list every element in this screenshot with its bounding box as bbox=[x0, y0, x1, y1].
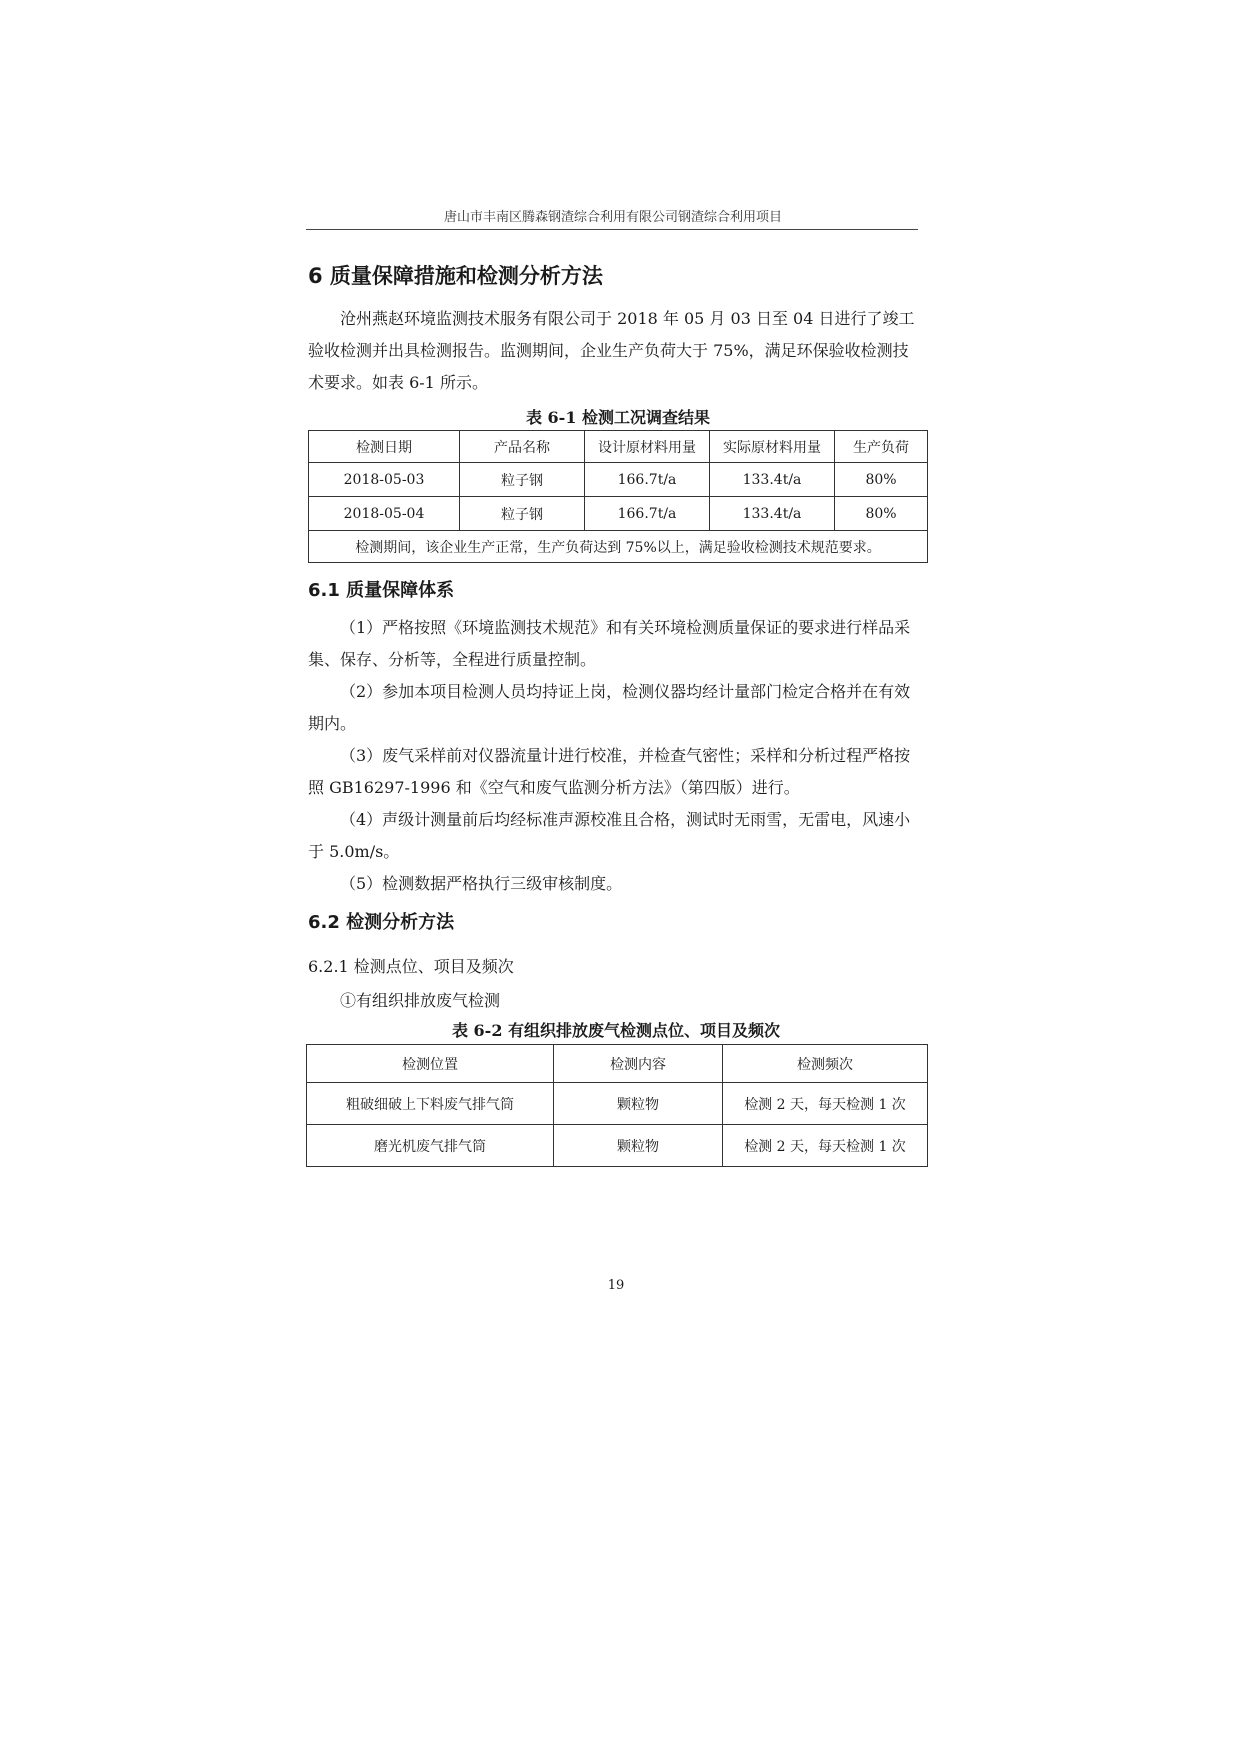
table-row bbox=[307, 1083, 928, 1125]
table-note-row bbox=[309, 531, 928, 563]
table-cell: 80% bbox=[835, 497, 928, 531]
table-header-row bbox=[307, 1045, 928, 1083]
column-header: 检测频次 bbox=[723, 1045, 928, 1083]
column-header: 产品名称 bbox=[460, 431, 585, 463]
list-item: （3）废气采样前对仪器流量计进行校准，并检查气密性；采样和分析过程严格按照 GB16297-1996 和《空气和废气监测分析方法》（第四版）进行。 bbox=[308, 746, 911, 797]
running-header: 唐山市丰南区腾森钢渣综合利用有限公司钢渣综合利用项目 bbox=[443, 210, 782, 225]
table-cell: 颗粒物 bbox=[554, 1083, 723, 1125]
table-row bbox=[309, 497, 928, 531]
table-cell: 133.4t/a bbox=[710, 497, 835, 531]
header-rule bbox=[306, 229, 918, 230]
table-cell: 检测 2 天，每天检测 1 次 bbox=[723, 1083, 928, 1125]
table-cell: 2018-05-04 bbox=[309, 497, 460, 531]
table-caption: 表 6-2 有组织排放废气检测点位、项目及频次 bbox=[451, 1021, 781, 1040]
intro-paragraph bbox=[308, 303, 916, 399]
intro-text: 沧州燕赵环境监测技术服务有限公司于 2018 年 05 月 03 日至 04 日进行了竣工验收检测并出具检测报告。监测期间，企业生产负荷大于 75%，满足环保验收检测技术要求。如表 6-1 所示。 bbox=[308, 309, 915, 392]
list-item: （5）检测数据严格执行三级审核制度。 bbox=[340, 874, 623, 893]
table-header-row bbox=[309, 431, 928, 463]
column-header: 检测日期 bbox=[309, 431, 460, 463]
table-cell: 166.7t/a bbox=[585, 497, 710, 531]
table-row bbox=[309, 463, 928, 497]
table-cell: 磨光机废气排气筒 bbox=[307, 1125, 554, 1167]
table-cell: 粒子钢 bbox=[460, 463, 585, 497]
table-cell: 粒子钢 bbox=[460, 497, 585, 531]
section-title: 6 质量保障措施和检测分析方法 bbox=[308, 264, 603, 288]
column-header: 设计原材料用量 bbox=[585, 431, 710, 463]
item-heading: ①有组织排放废气检测 bbox=[340, 991, 501, 1010]
survey-table bbox=[308, 430, 928, 563]
list-item: （1）严格按照《环境监测技术规范》和有关环境检测质量保证的要求进行样品采集、保存、分析等，全程进行质量控制。 bbox=[308, 618, 911, 669]
quality-list bbox=[308, 612, 916, 900]
table-note: 检测期间，该企业生产正常，生产负荷达到 75%以上，满足验收检测技术规范要求。 bbox=[309, 531, 928, 563]
monitoring-table bbox=[306, 1044, 928, 1167]
column-header: 实际原材料用量 bbox=[710, 431, 835, 463]
page-number: 19 bbox=[607, 1278, 625, 1293]
table-cell: 检测 2 天，每天检测 1 次 bbox=[723, 1125, 928, 1167]
table-row bbox=[307, 1125, 928, 1167]
table-cell: 133.4t/a bbox=[710, 463, 835, 497]
list-item: （4）声级计测量前后均经标准声源校准且合格，测试时无雨雪，无雷电，风速小于 5.0m/s。 bbox=[308, 810, 911, 861]
table-cell: 2018-05-03 bbox=[309, 463, 460, 497]
table-caption: 表 6-1 检测工况调查结果 bbox=[525, 408, 711, 427]
table-cell: 166.7t/a bbox=[585, 463, 710, 497]
subsection-title: 6.1 质量保障体系 bbox=[308, 580, 455, 601]
column-header: 检测内容 bbox=[554, 1045, 723, 1083]
table-cell: 80% bbox=[835, 463, 928, 497]
table-cell: 颗粒物 bbox=[554, 1125, 723, 1167]
column-header: 生产负荷 bbox=[835, 431, 928, 463]
column-header: 检测位置 bbox=[307, 1045, 554, 1083]
list-item: （2）参加本项目检测人员均持证上岗，检测仪器均经计量部门检定合格并在有效期内。 bbox=[308, 682, 911, 733]
subsection-title: 6.2 检测分析方法 bbox=[308, 912, 455, 933]
subsubsection-title: 6.2.1 检测点位、项目及频次 bbox=[308, 957, 514, 976]
table-cell: 粗破细破上下料废气排气筒 bbox=[307, 1083, 554, 1125]
